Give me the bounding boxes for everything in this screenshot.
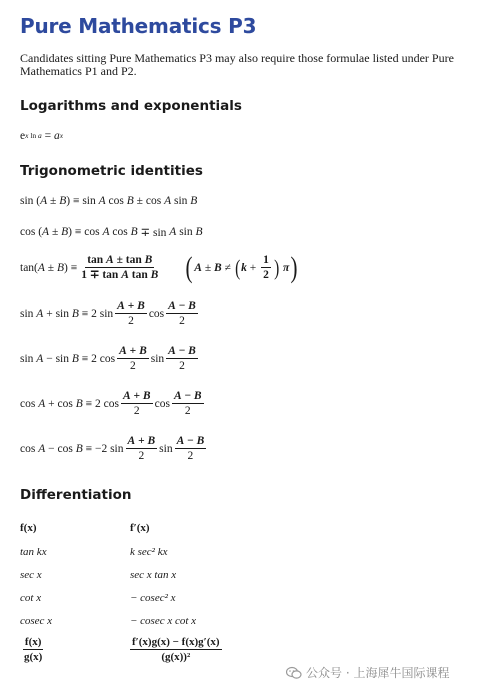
formula-cos-sum: cos A + cos B ≡ 2 cos $\frac{A + B}{2}$ cos $\frac{A - B}{2}$ bbox=[20, 390, 202, 417]
intro-text: Candidates sitting Pure Mathematics P3 may also require those formulae listed under Pure Mathematics P1 and P2. bbox=[20, 51, 454, 78]
formula-sin-diff: sin A − sin B ≡ 2 cos $\frac{A + B}{2}$ sin $\frac{A - B}{2}$ bbox=[20, 345, 196, 372]
diff-header-function: f(x) bbox=[20, 522, 37, 534]
wechat-icon bbox=[286, 666, 302, 680]
quotient-derivative-denominator: (g(x))² bbox=[161, 651, 191, 663]
diff-row-function: sec x bbox=[20, 569, 42, 581]
formula-cos-compound: cos ( A ± B ) ≡ cos A cos B ∓ sin A sin B bbox=[20, 226, 203, 239]
diff-row-derivative: − cosec x cot x bbox=[130, 615, 197, 627]
formula-sin-compound: sin ( A ± B ) ≡ sin A cos B ± cos A sin B bbox=[20, 195, 198, 207]
quotient-denominator: g(x) bbox=[24, 651, 43, 663]
diff-row-derivative: − cosec² x bbox=[130, 592, 176, 604]
formula-sin-sum: sin A + sin B ≡ 2 sin $\frac{A + B}{2}$ cos $\frac{A - B}{2}$ bbox=[20, 300, 196, 327]
formula-tan-compound: tan( A ± B ) ≡ $\frac{\text{tan A ± tan B}}{\text{1 ∓ tan A tan B}}$ ( A ± B ≠ ( k + $\frac{1}{2}$ ) π ) bbox=[20, 250, 298, 284]
watermark-text: 公众号 · 上海犀牛国际课程 bbox=[306, 666, 450, 680]
section-heading-logarithms: Logarithms and exponentials bbox=[20, 98, 242, 114]
watermark bbox=[286, 664, 449, 681]
quotient-derivative bbox=[128, 636, 224, 663]
quotient-function bbox=[20, 636, 46, 663]
diff-row-function: cosec x bbox=[20, 615, 53, 627]
quotient-numerator: f(x) bbox=[24, 636, 42, 648]
diff-header-derivative: f′(x) bbox=[130, 522, 150, 534]
diff-row-derivative: k sec² kx bbox=[130, 546, 168, 558]
diff-row-function: tan kx bbox=[20, 546, 47, 558]
diff-row-function: cot x bbox=[20, 592, 42, 604]
formula-exp-log: e x ln a = a x bbox=[20, 130, 64, 142]
section-heading-differentiation: Differentiation bbox=[20, 487, 132, 503]
page-title: Pure Mathematics P3 bbox=[20, 14, 257, 38]
tan-condition: ( A ± B ≠ ( k + $\frac{1}{2}$ ) π ) bbox=[185, 250, 298, 284]
formula-cos-diff: cos A − cos B ≡ −2 sin $\frac{A + B}{2}$ sin $\frac{A - B}{2}$ bbox=[20, 435, 205, 462]
diff-row-derivative: sec x tan x bbox=[130, 569, 177, 581]
section-heading-trig: Trigonometric identities bbox=[20, 163, 203, 179]
quotient-derivative-numerator: f′(x)g(x) − f(x)g′(x) bbox=[132, 636, 220, 648]
